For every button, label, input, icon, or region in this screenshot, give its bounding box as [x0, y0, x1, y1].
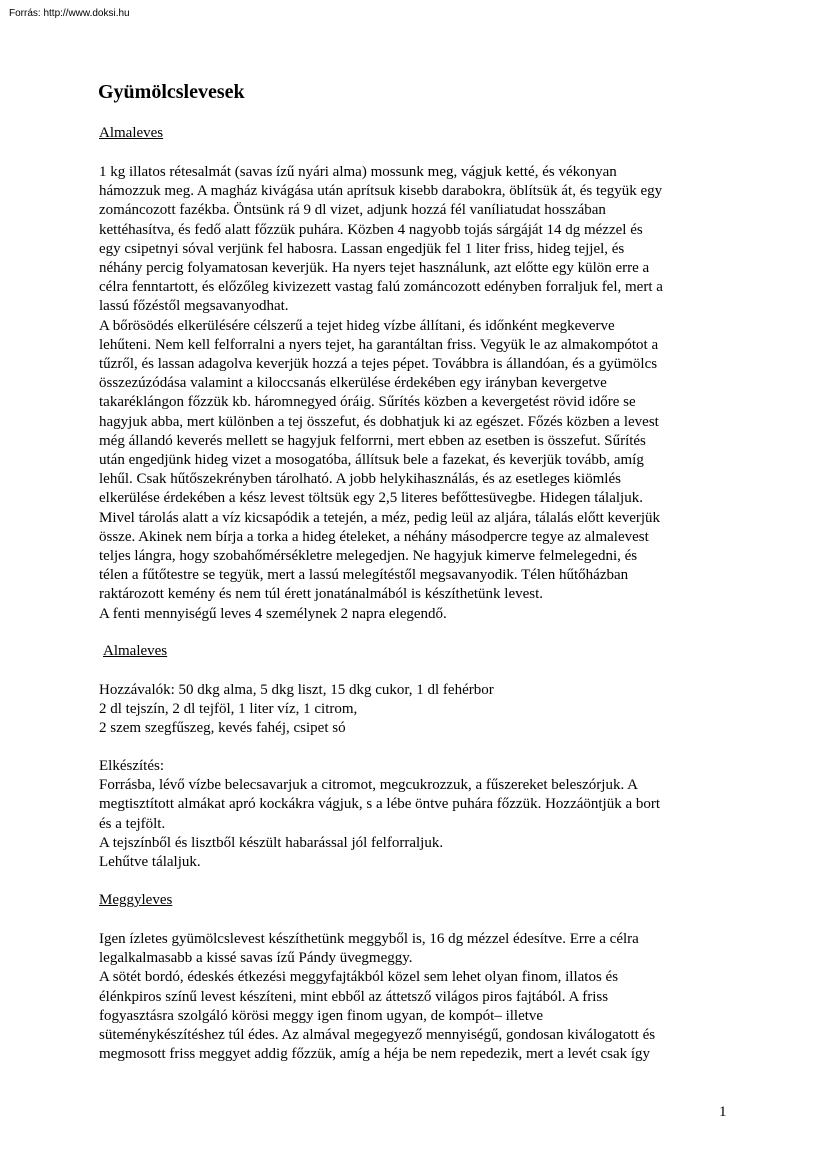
method-line: Forrásba, lévő vízbe belecsavarjuk a citromot, megcukrozzuk, a fűszereket beleszórjuk. A — [99, 777, 638, 794]
ingredient-line: 2 szem szegfűszeg, kevés fahéj, csipet só — [99, 720, 346, 737]
page-title: Gyümölcslevesek — [98, 81, 245, 103]
paragraph-line: Mivel tárolás alatt a víz kicsapódik a tetején, a méz, pedig leül az aljára, tálalás előtt keverjük — [99, 509, 661, 526]
paragraph-line: hámozzuk meg. A magház kivágása után aprítsuk kisebb darabokra, öblítsük át, és tegyük egy — [99, 183, 663, 200]
ingredient-line: Hozzávalók: 50 dkg alma, 5 dkg liszt, 15 dkg cukor, 1 dl fehérbor — [99, 682, 494, 698]
paragraph-line: megmosott friss meggyet addig főzzük, amíg a héja be nem repedezik, mert a levét csak így — [99, 1046, 651, 1063]
paragraph-line: takaréklángon főzzük kb. háromnegyed óráig. Sűrítés közben a kevergetést rövid időre se — [99, 394, 636, 411]
paragraph-line: után engedjünk hideg vizet a mosogatóba, állítsuk bele a fazekat, és keverjük tovább, amíg — [99, 452, 644, 469]
method-line: megtisztított almákat apró kockákra vágjuk, s a lébe öntve puhára főzzük. Hozzáöntjük a bort — [99, 796, 661, 813]
method-line: és a tejfölt. — [99, 815, 166, 832]
paragraph-line: elkerülése érdekében a kész levest töltsük egy 2,5 literes befőttesüvegbe. Hidegen tálaljuk. — [99, 490, 643, 507]
paragraph-line: hagyjuk abba, mert különben a tej összefut, és dobhatjuk ki az egészet. Főzés közben a levest — [99, 413, 659, 430]
method-line: Lehűtve tálaljuk. — [99, 854, 201, 871]
section-heading-meggyleves: Meggyleves — [99, 892, 173, 908]
section-heading-almaleves-1: Almaleves — [99, 125, 164, 141]
source-note: Forrás: http://www.doksi.hu — [9, 8, 130, 19]
paragraph-line: kettéhasítva, és fedő alatt főzzük puhára. Közben 4 nagyobb tojás sárgáját 14 dg mézzel és — [99, 221, 643, 238]
paragraph-line: Igen ízletes gyümölcslevest készíthetünk meggyből is, 16 dg mézzel édesítve. Erre a célra — [99, 931, 639, 947]
paragraph-line: össze. Akinek nem bírja a torka a hideg ételeket, a néhány másodpercre tegye az almalevest — [99, 528, 649, 545]
paragraph-line: lehűteni. Nem kell felforralni a nyers tejet, ha garantáltan friss. Vegyük le az almakompótot a — [99, 336, 659, 353]
paragraph-line: zománcozott fazékba. Öntsünk rá 9 dl vizet, adjunk hozzá fél vaníliatudat hosszában — [99, 202, 606, 219]
paragraph-line: élénkpiros színű levest készíteni, mint ebből az áttetsző világos piros fajtából. A friss — [99, 988, 609, 1005]
paragraph-line: célra fenntartott, és előzőleg kivizezett vastag falú zománcozott edényben forraljuk fel, mert a — [99, 279, 663, 296]
paragraph-line: raktározott kemény és nem túl érett jonatánalmából is készíthetünk levest. — [99, 586, 544, 603]
paragraph-line: lehűl. Csak hűtőszekrényben tárolható. A jobb helykihasználás, és az esetleges kiömlés — [99, 471, 621, 488]
ingredient-line: 2 dl tejszín, 2 dl tejföl, 1 liter víz, 1 citrom, — [99, 701, 358, 718]
paragraph-line: összezúzódása valamint a kiloccsanás elkerülése érdekében egy irányban kevergetve — [99, 375, 607, 392]
paragraph-line: A bőrösödés elkerülésére célszerű a tejet hideg vízbe állítani, és időnként megkeverve — [99, 317, 615, 334]
paragraph-line: fogyasztásra szolgáló körösi meggy igen finom ugyan, de kompót– illetve — [99, 1007, 544, 1024]
page-number: 1 — [719, 1104, 727, 1120]
paragraph-line: télen a fűtőtestre se tegyük, mert a lassú melegítéstől megsavanyodik. Télen hűtőházban — [99, 567, 629, 584]
paragraph-line: A sötét bordó, édeskés étkezési meggyfajtákból közel sem lehet olyan finom, illatos és — [99, 969, 619, 986]
section-heading-almaleves-2: Almaleves — [103, 643, 168, 659]
paragraph-line: teljes lángra, hogy szobahőmérsékletre melegedjen. Ne hagyjuk kimerve felmelegedni, és — [99, 548, 638, 565]
section3-body — [99, 930, 655, 1064]
method-line: Elkészítés: — [99, 758, 164, 774]
paragraph-line: egy csipetnyi sóval verjünk fel habosra. Lassan engedjük fel 1 liter friss, hideg tejjel, és — [99, 240, 625, 257]
paragraph-line: néhány percig folyamatosan keverjük. Ha nyers tejet használunk, azt előtte egy külön erre a — [99, 260, 650, 277]
section2-method — [99, 757, 660, 872]
paragraph-line: süteménykészítéshez túl édes. Az almával megegyező mennyiségű, gondosan kiválogatott és — [99, 1027, 656, 1044]
paragraph-line: lassú főzéstől megsavanyodhat. — [99, 298, 289, 315]
paragraph-line: tűzről, és lassan adagolva keverjük hozzá a tejes pépet. Továbbra is állandóan, és a gyümölcs — [99, 356, 658, 373]
section2-ingredients — [99, 681, 494, 739]
method-line: A tejszínből és lisztből készült habarással jól felforraljuk. — [99, 834, 444, 851]
paragraph-line: A fenti mennyiségű leves 4 személynek 2 napra elegendő. — [99, 605, 447, 622]
paragraph-line: 1 kg illatos rétesalmát (savas ízű nyári alma) mossunk meg, vágjuk ketté, és vékonyan — [99, 164, 617, 180]
paragraph-line: legalkalmasabb a kissé savas ízű Pándy üvegmeggy. — [99, 950, 413, 967]
section1-body — [99, 163, 663, 624]
paragraph-line: még állandó keverés mellett se hagyjuk felforrni, mert ebben az esetben is összefut. Sűrítés — [99, 432, 646, 449]
